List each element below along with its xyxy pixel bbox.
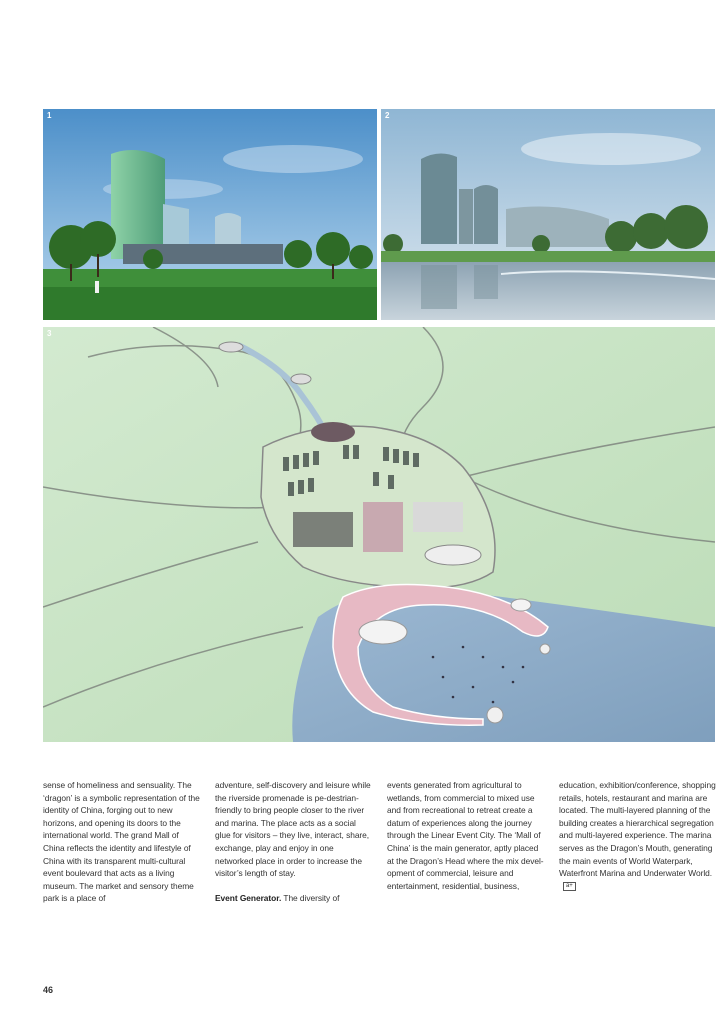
text-column-3 xyxy=(387,779,545,892)
figure-1-number: 1 xyxy=(47,111,52,120)
text-column-1 xyxy=(43,779,201,905)
column-4-text: education, exhibition/conference, shopping retails, hotels, restaurant and marina are located. The multi-layered planning of the building creates a hierarchical segregation and multi-layered experience. The marina serves as the Dragon’s Mouth, generating the main events of World Waterpark, Waterfront Marina and Underwater World. xyxy=(559,780,716,879)
figure-2-number: 2 xyxy=(385,111,390,120)
column-2-paragraph: adventure, self-discovery and leisure while the riverside promenade is pe-destrian-friendly to bring people closer to the river and marina. The place acts as a social glue for visitors – they live, interact, share, exchange, play and enjoy in one networked place in order to increase the visitor’s length of stay. xyxy=(215,780,371,879)
figure-2-waterfront-render xyxy=(381,109,715,320)
column-3-paragraph: events generated from agricultural to wetlands, from commercial to mixed use and from recreational to retreat create a datum of experiences along the journey through the Linear Event City. The ‘Mall of China’ is the main generator, aptly placed at the Dragon’s Head where the mix devel-opment of commercial, leisure and entertainment, residential, business, xyxy=(387,780,544,891)
column-2-continuation: The diversity of xyxy=(283,893,340,904)
figure-3-image xyxy=(43,327,715,742)
figure-3-number: 3 xyxy=(47,329,52,338)
body-text xyxy=(43,779,715,959)
text-column-4 xyxy=(559,779,717,892)
figure-2-image xyxy=(381,109,715,320)
figure-1-image xyxy=(43,109,377,320)
column-2-subhead-paragraph xyxy=(215,892,373,905)
end-mark-icon: a+ xyxy=(563,882,576,891)
column-1-paragraph: sense of homeliness and sensuality. The ‘dragon’ is a symbolic representation of the identity of China, forging out to new horizons, and opening its doors to the international world. The grand Mall of China reflects the identity and lifestyle of China with its transparent multi-cultural event boulevard that acts as a living museum. The market and sensory theme park is a place of xyxy=(43,780,200,904)
text-column-2 xyxy=(215,779,373,905)
page-number: 46 xyxy=(43,985,54,995)
figure-3-masterplan-render xyxy=(43,327,715,742)
column-4-paragraph xyxy=(559,779,717,892)
figure-1-tower-golf-render xyxy=(43,109,377,320)
event-generator-subhead: Event Generator. xyxy=(215,893,282,904)
